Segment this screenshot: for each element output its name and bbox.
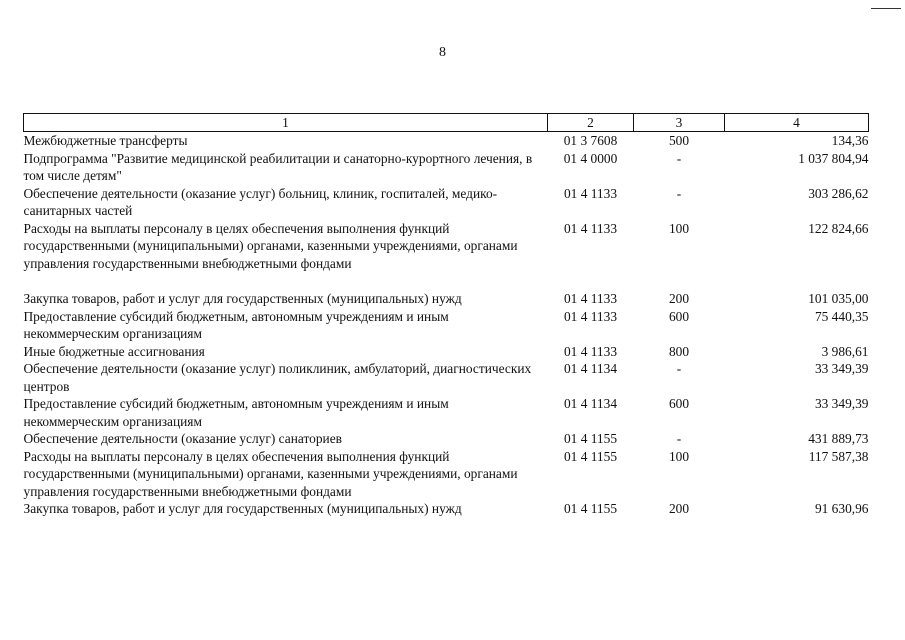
row-amount: 122 824,66 (808, 220, 869, 236)
row-name: Обеспечение деятельности (оказание услуг) больниц, клиник, госпиталей, медико-санитарных частей (23, 185, 498, 218)
budget-table (23, 113, 869, 518)
row-amount: 91 630,96 (814, 501, 869, 516)
row-name: Предоставление субсидий бюджетным, автономным учреждениям и иным некоммерческим организациям (23, 396, 449, 429)
row-type: 600 (668, 396, 690, 411)
row-name: Межбюджетные трансферты (23, 133, 188, 148)
row-code: 01 4 1155 (563, 501, 618, 516)
row-amount: 431 889,73 (808, 431, 869, 446)
row-type: - (676, 185, 682, 201)
header-col-1: 1 (24, 114, 548, 132)
row-code: 01 4 1155 (563, 448, 618, 464)
row-name: Закупка товаров, работ и услуг для государственных (муниципальных) нужд (23, 291, 462, 306)
row-name: Иные бюджетные ассигнования (23, 343, 205, 359)
header-col-2: 2 (548, 114, 634, 132)
row-amount: 1 037 804,94 (798, 150, 869, 166)
row-name: Обеспечение деятельности (оказание услуг) поликлиник, амбулаторий, диагностических центров (23, 361, 532, 394)
row-type: 100 (668, 220, 690, 236)
table-row (24, 290, 869, 308)
row-type: - (676, 361, 682, 376)
row-code: 01 4 1133 (563, 291, 618, 306)
table-row (24, 185, 869, 220)
table-row (24, 448, 869, 501)
row-name: Расходы на выплаты персоналу в целях обеспечения выполнения функций государственными (муниципальными) органами, казенными учреждениями, органами управления государственными внебюджетными фондами (23, 220, 518, 271)
row-type: - (676, 150, 682, 166)
table-row (24, 150, 869, 185)
row-name: Подпрограмма "Развитие медицинской реабилитации и санаторно-курортного лечения, в том числе детям" (23, 150, 533, 183)
table-row (24, 343, 869, 361)
row-code: 01 4 1133 (563, 185, 618, 201)
page-number: 8 (439, 45, 446, 60)
table-row (24, 395, 869, 430)
table-spacer (24, 272, 869, 290)
row-type: 800 (668, 343, 690, 359)
row-type: 600 (668, 308, 690, 324)
row-amount: 101 035,00 (808, 291, 869, 306)
row-code: 01 4 0000 (563, 150, 618, 166)
row-code: 01 4 1155 (563, 431, 618, 446)
row-amount: 117 587,38 (808, 448, 869, 464)
row-name: Расходы на выплаты персоналу в целях обеспечения выполнения функций государственными (муниципальными) органами, казенными учреждениями, органами управления государственными внебюджетными фондами (23, 448, 518, 499)
table-header-row (24, 114, 869, 132)
row-amount: 75 440,35 (814, 308, 869, 324)
row-name: Предоставление субсидий бюджетным, автономным учреждениям и иным некоммерческим организациям (23, 308, 449, 341)
table-row (24, 360, 869, 395)
row-amount: 303 286,62 (808, 185, 869, 201)
row-code: 01 4 1134 (563, 361, 618, 376)
row-name: Закупка товаров, работ и услуг для государственных (муниципальных) нужд (23, 501, 462, 516)
table-row (24, 430, 869, 448)
row-code: 01 4 1133 (563, 220, 618, 236)
table-row (24, 308, 869, 343)
row-type: 100 (668, 448, 690, 464)
header-col-3: 3 (634, 114, 725, 132)
row-amount: 33 349,39 (814, 361, 869, 376)
row-code: 01 4 1134 (563, 396, 618, 411)
row-code: 01 4 1133 (563, 343, 618, 359)
row-amount: 33 349,39 (814, 396, 869, 411)
row-type: 200 (668, 501, 690, 516)
table-row (24, 500, 869, 518)
corner-rule (871, 8, 901, 9)
row-name: Обеспечение деятельности (оказание услуг) санаториев (23, 431, 342, 446)
row-amount: 3 986,61 (821, 343, 869, 359)
row-type: 200 (668, 291, 690, 306)
row-code: 01 3 7608 (563, 133, 618, 148)
row-amount: 134,36 (831, 133, 869, 148)
row-type: - (676, 431, 682, 446)
row-type: 500 (668, 133, 690, 148)
row-code: 01 4 1133 (563, 308, 618, 324)
table-row (24, 132, 869, 150)
header-col-4: 4 (725, 114, 869, 132)
table-row (24, 220, 869, 273)
